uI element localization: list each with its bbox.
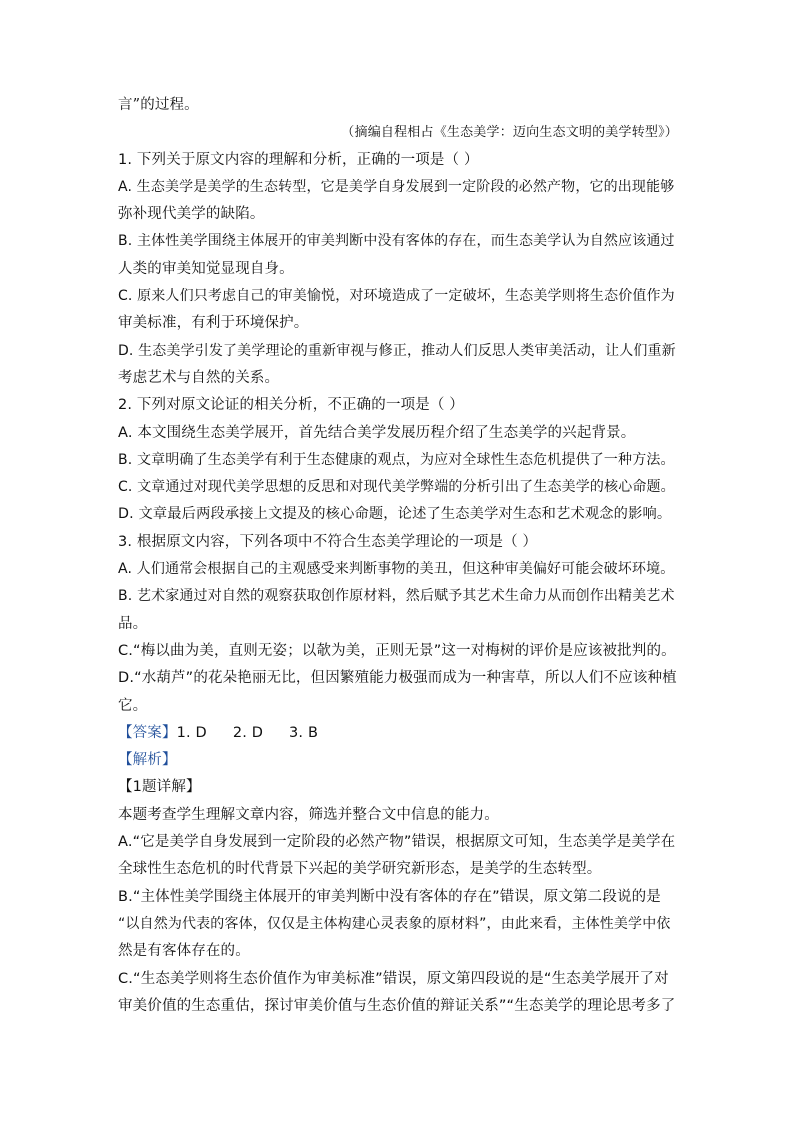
- detail-line: 审美价值的生态重估，探讨审美价值与生态价值的辩证关系”“生态美学的理论思考多了: [118, 997, 676, 1014]
- detail-line: “以自然为代表的客体，仅仅是主体构建心灵表象的原材料”，由此来看，主体性美学中依: [118, 915, 671, 932]
- detail-line: A.“它是美学自身发展到一定阶段的必然产物”错误，根据原文可知，生态美学是美学在: [118, 834, 676, 851]
- source-citation: （摘编自程相占《生态美学：迈向生态文明的美学转型》）: [341, 125, 678, 141]
- answer-line: [118, 720, 678, 747]
- option-line: A. 人们通常会根据自己的主观感受来判断事物的美丑，但这种审美偏好可能会破坏环境。: [118, 561, 675, 578]
- answer-item: 3. B: [289, 724, 319, 741]
- option-line: B. 艺术家通过对自然的观察获取创作原材料，然后赋予其艺术生命力从而创作出精美艺术: [118, 588, 675, 605]
- option-line: C. 原来人们只考虑自己的审美愉悦，对环境造成了一定破坏，生态美学则将生态价值作为: [118, 288, 675, 305]
- option-line: C. 文章通过对现代美学思想的反思和对现代美学弊端的分析引出了生态美学的核心命题。: [118, 479, 675, 496]
- option-line: 它。: [118, 697, 148, 714]
- question-stem: 3. 根据原文内容，下列各项中不符合生态美学理论的一项是（ ）: [118, 533, 538, 550]
- option-line: 弥补现代美学的缺陷。: [118, 206, 265, 223]
- option-line: B. 主体性美学围绕主体展开的审美判断中没有客体的存在，而生态美学认为自然应该通过: [118, 233, 675, 250]
- option-line: C.“梅以曲为美，直则无姿；以欹为美，正则无景”这一对梅树的评价是应该被批判的。: [118, 642, 676, 659]
- document-content: [118, 92, 678, 1020]
- option-line: 审美标准，有利于环境保护。: [118, 315, 309, 332]
- question-stem: 1. 下列关于原文内容的理解和分析，正确的一项是（ ）: [118, 151, 479, 168]
- option-line: 品。: [118, 615, 148, 632]
- answer-item: 1. D: [176, 724, 207, 741]
- detail-line: 全球性生态危机的时代背景下兴起的美学研究新形态，是美学的生态转型。: [118, 861, 602, 878]
- option-line: D. 生态美学引发了美学理论的重新审视与修正，推动人们反思人类审美活动，让人们重新: [118, 342, 676, 359]
- option-line: B. 文章明确了生态美学有利于生态健康的观点，为应对全球性生态危机提供了一种方法。: [118, 451, 675, 468]
- answer-label: 【答案】: [118, 724, 177, 741]
- option-line: D.“水葫芦”的花朵艳丽无比，但因繁殖能力极强而成为一种害草，所以人们不应该种植: [118, 670, 677, 687]
- passage-end: 言”的过程。: [118, 97, 199, 113]
- detail-line: C.“生态美学则将生态价值作为审美标准”错误，原文第四段说的是“生态美学展开了对: [118, 970, 669, 987]
- analysis-label: 【解析】: [118, 752, 177, 769]
- option-line: D. 文章最后两段承接上文提及的核心命题，论述了生态美学对生态和艺术观念的影响。: [118, 506, 672, 523]
- option-line: 考虑艺术与自然的关系。: [118, 369, 280, 386]
- answer-item: 2. D: [232, 724, 264, 741]
- detail-line: 然是有客体存在的。: [118, 943, 250, 960]
- option-line: 人类的审美知觉显现自身。: [118, 260, 294, 277]
- question-list: [118, 147, 678, 720]
- detail-line: B.“主体性美学围绕主体展开的审美判断中没有客体的存在”错误，原文第二段说的是: [118, 888, 661, 905]
- detail-label: 【1题详解】: [118, 779, 201, 796]
- option-line: A. 本文围绕生态美学展开，首先结合美学发展历程介绍了生态美学的兴起背景。: [118, 424, 636, 441]
- detail-line: 本题考查学生理解文章内容，筛选并整合文中信息的能力。: [118, 806, 499, 823]
- question-stem: 2. 下列对原文论证的相关分析，不正确的一项是（ ）: [118, 397, 464, 414]
- option-line: A. 生态美学是美学的生态转型，它是美学自身发展到一定阶段的必然产物，它的出现能够: [118, 178, 675, 195]
- detail-block: [118, 802, 678, 1020]
